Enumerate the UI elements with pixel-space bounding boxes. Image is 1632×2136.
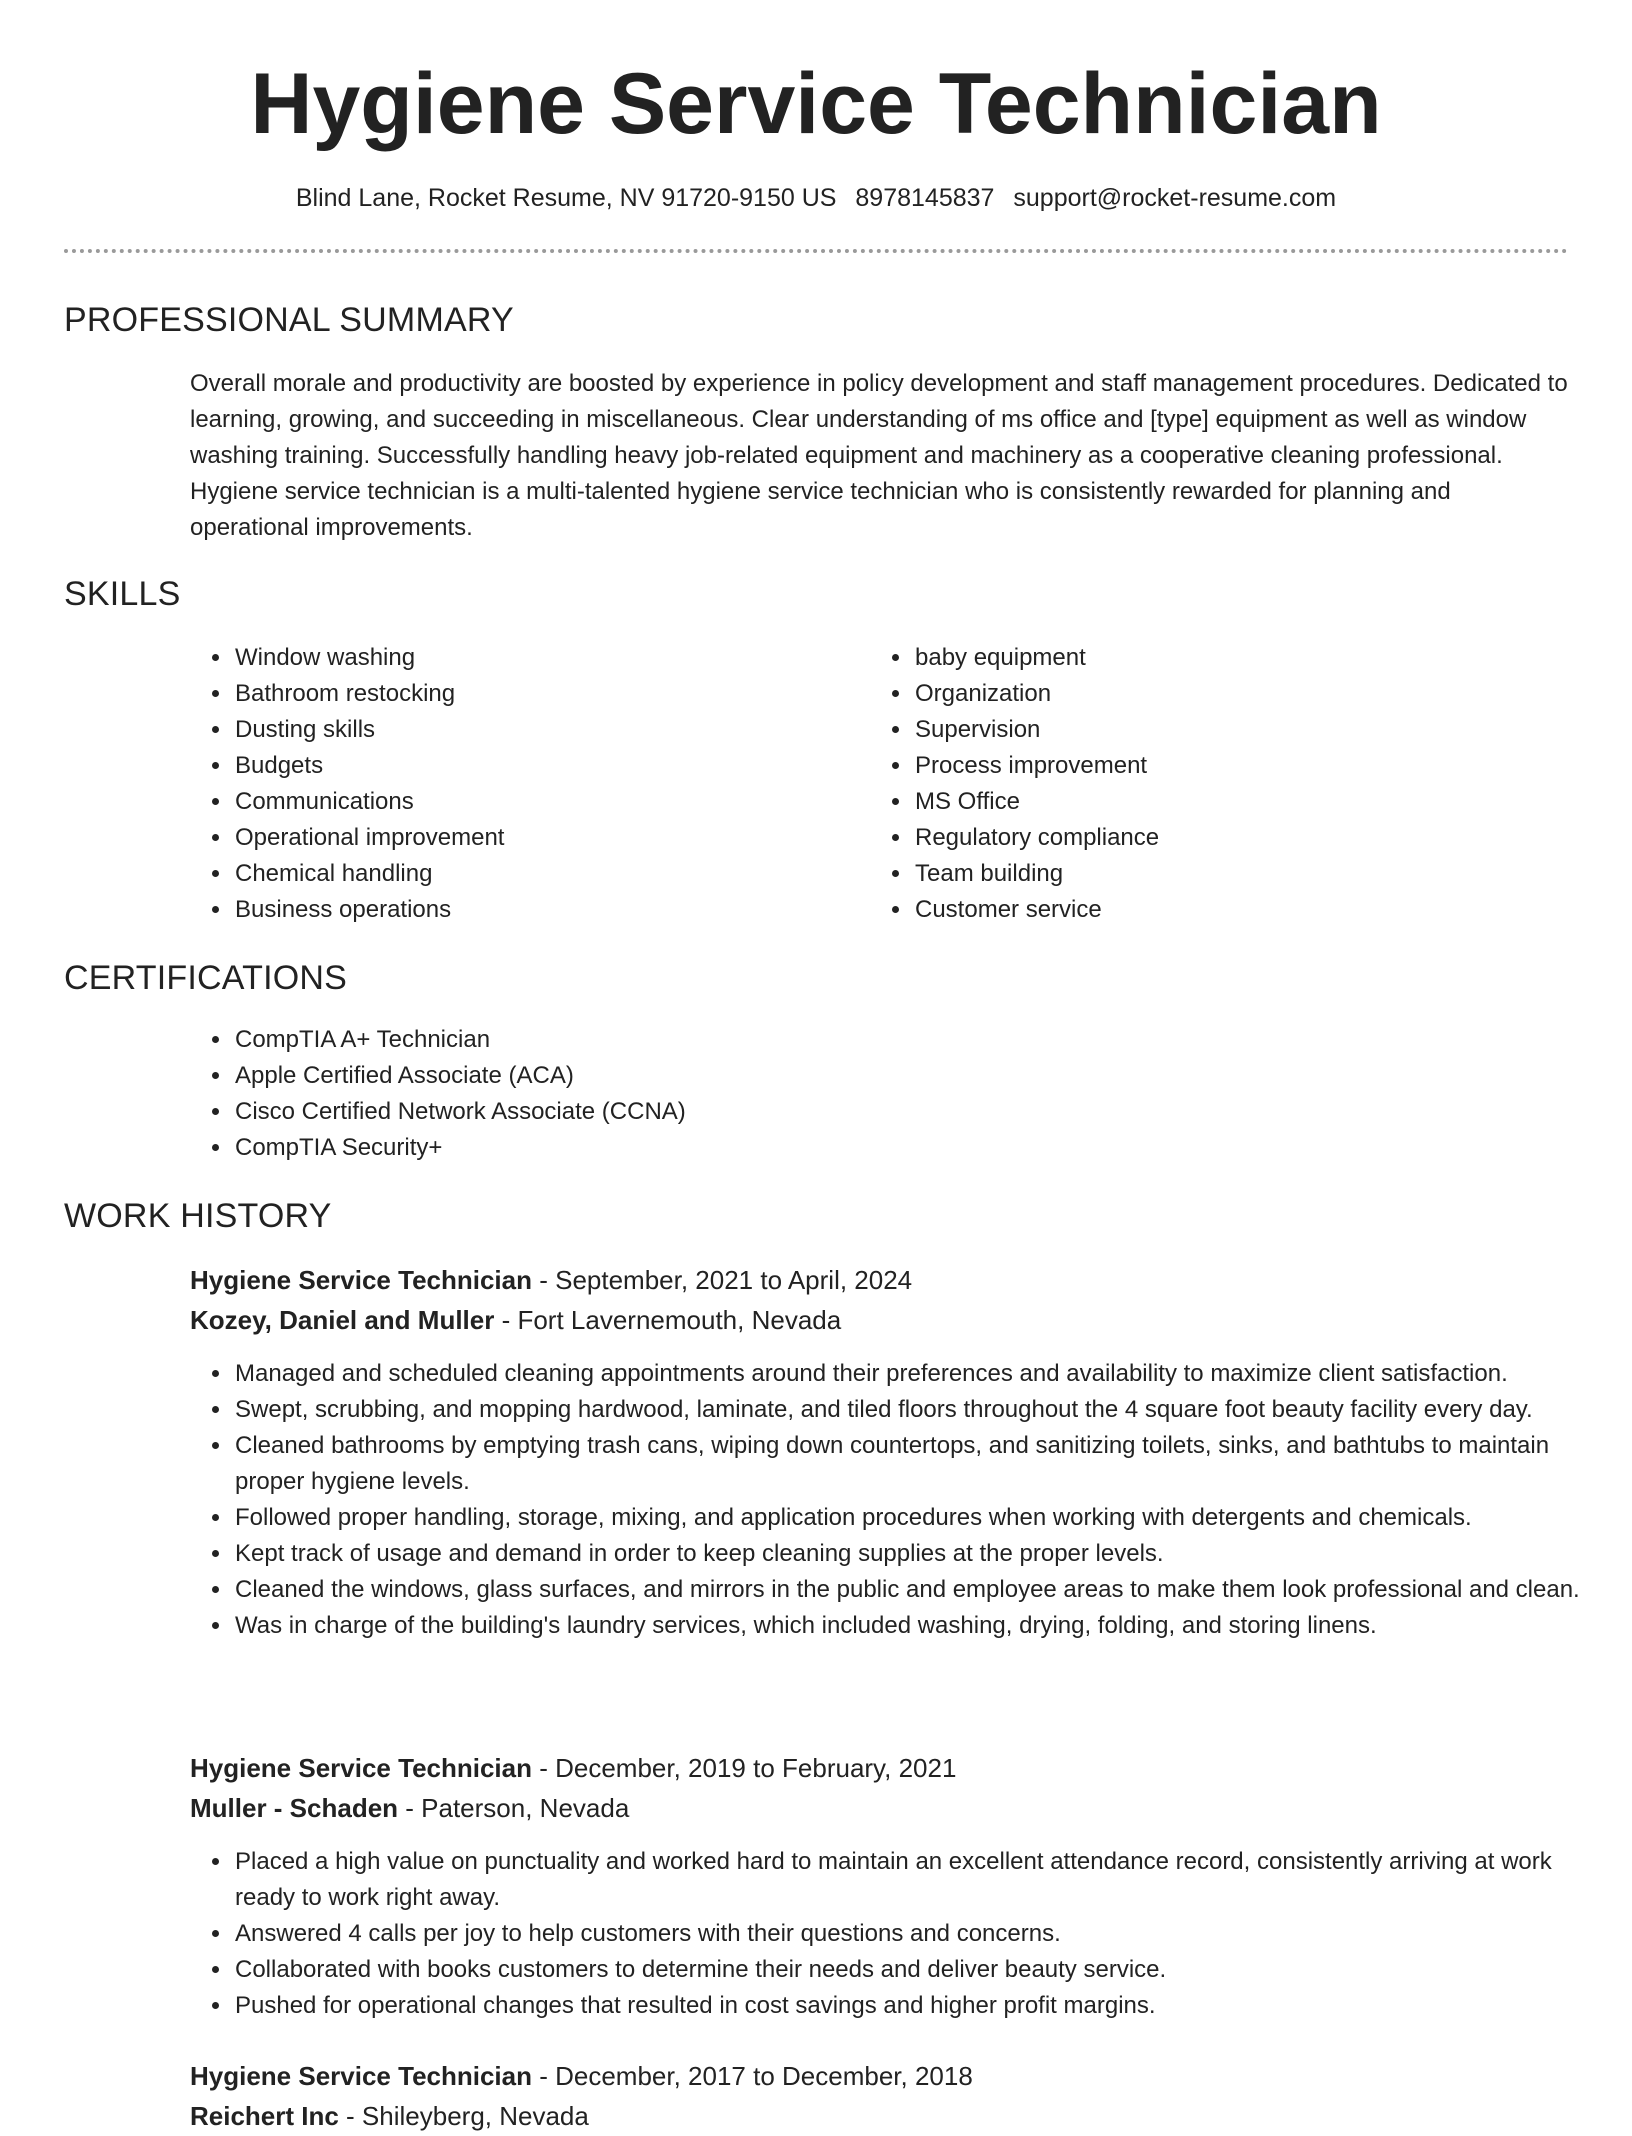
job-location: - Shileyberg, Nevada	[338, 2101, 589, 2131]
job-bullet: • Cleaned the windows, glass surfaces, and mirrors in the public and employee areas to make them look professional and clean.	[233, 1572, 1613, 1608]
header-divider	[64, 249, 1568, 253]
job-company-line	[190, 2096, 589, 2136]
job-title-line	[190, 2056, 973, 2096]
summary-text: Overall morale and productivity are boosted by experience in policy development and staff management procedures. Dedicated to learning, growing, and succeeding in miscellaneous. Clear understanding of ms office and [type] equipment as well as window washing training. Successfully handling heavy job-related equipment and machinery as a cooperative cleaning professional. Hygiene service technician is a multi-talented hygiene service technician who is consistently rewarded for planning and operational improvements.	[190, 370, 1568, 541]
job-bullet: • Answered 4 calls per joy to help customers with their questions and concerns.	[233, 1916, 1613, 1952]
job-company: Reichert Inc	[190, 2101, 339, 2131]
job-bullet: • Cleaned bathrooms by emptying trash cans, wiping down countertops, and sanitizing toilets, sinks, and bathtubs to maintain proper hygiene levels.	[233, 1428, 1613, 1500]
job-bullet: • Managed and scheduled cleaning appointments around their preferences and availability to maximize client satisfaction.	[233, 1356, 1613, 1392]
job-bullets	[190, 1844, 1613, 2024]
skill-item: • Bathroom restocking	[233, 676, 853, 712]
job-dates: - December, 2017 to December, 2018	[532, 2061, 973, 2091]
job-dates: - September, 2021 to April, 2024	[532, 1265, 913, 1295]
job-role: Hygiene Service Technician	[190, 1753, 532, 1783]
job-bullet: • Followed proper handling, storage, mixing, and application procedures when working with detergents and chemicals.	[233, 1500, 1613, 1536]
certifications-heading: CERTIFICATIONS	[64, 959, 348, 997]
job-bullet: • Swept, scrubbing, and mopping hardwood, laminate, and tiled floors throughout the 4 square foot beauty facility every day.	[233, 1392, 1613, 1428]
certifications-list	[190, 1022, 1233, 1166]
skill-item: • Chemical handling	[233, 856, 853, 892]
skill-item: • Process improvement	[913, 748, 1533, 784]
certification-item: • Cisco Certified Network Associate (CCNA)	[233, 1094, 1233, 1130]
job-location: - Paterson, Nevada	[398, 1793, 630, 1823]
skill-item: • Communications	[233, 784, 853, 820]
skill-item: • Budgets	[233, 748, 853, 784]
job-bullet: • Placed a high value on punctuality and worked hard to maintain an excellent attendance record, consistently arriving at work ready to work right away.	[233, 1844, 1613, 1916]
job-company: Kozey, Daniel and Muller	[190, 1305, 495, 1335]
job-location: - Fort Lavernemouth, Nevada	[494, 1305, 842, 1335]
contact-line	[0, 180, 1632, 216]
job-bullet: • Pushed for operational changes that resulted in cost savings and higher profit margins.	[233, 1988, 1613, 2024]
skill-item: • Regulatory compliance	[913, 820, 1533, 856]
job-title-line	[190, 1748, 956, 1788]
job-role: Hygiene Service Technician	[190, 1265, 532, 1295]
skill-item: • Team building	[913, 856, 1533, 892]
job-role: Hygiene Service Technician	[190, 2061, 532, 2091]
resume-name: Hygiene Service Technician	[250, 56, 1382, 152]
skill-item: • Dusting skills	[233, 712, 853, 748]
skill-item: • Organization	[913, 676, 1533, 712]
job-title-line	[190, 1260, 912, 1300]
skills-list-left	[190, 640, 853, 928]
job-company: Muller - Schaden	[190, 1793, 399, 1823]
skill-item: • Operational improvement	[233, 820, 853, 856]
contact-phone: 8978145837	[855, 184, 995, 212]
skill-item: • Supervision	[913, 712, 1533, 748]
contact-email: support@rocket-resume.com	[1013, 184, 1337, 212]
job-bullet: • Kept track of usage and demand in order to keep cleaning supplies at the proper levels.	[233, 1536, 1613, 1572]
job-company-line	[190, 1300, 841, 1340]
job-bullet: • Was in charge of the building's laundry services, which included washing, drying, folding, and storing linens.	[233, 1608, 1613, 1644]
job-dates: - December, 2019 to February, 2021	[532, 1753, 957, 1783]
certification-item: • CompTIA Security+	[233, 1130, 1233, 1166]
contact-address: Blind Lane, Rocket Resume, NV 91720-9150 US	[295, 184, 837, 212]
certification-item: • Apple Certified Associate (ACA)	[233, 1058, 1233, 1094]
summary-heading: PROFESSIONAL SUMMARY	[64, 301, 514, 339]
skills-list-right	[870, 640, 1533, 928]
skill-item: • baby equipment	[913, 640, 1533, 676]
skill-item: • Customer service	[913, 892, 1533, 928]
job-bullets	[190, 1356, 1613, 1644]
skill-item: • MS Office	[913, 784, 1533, 820]
skills-heading: SKILLS	[64, 575, 181, 613]
job-bullet: • Collaborated with books customers to determine their needs and deliver beauty service.	[233, 1952, 1613, 1988]
skill-item: • Window washing	[233, 640, 853, 676]
certification-item: • CompTIA A+ Technician	[233, 1022, 1233, 1058]
skill-item: • Business operations	[233, 892, 853, 928]
work-history-heading: WORK HISTORY	[64, 1197, 332, 1235]
job-company-line	[190, 1788, 629, 1828]
